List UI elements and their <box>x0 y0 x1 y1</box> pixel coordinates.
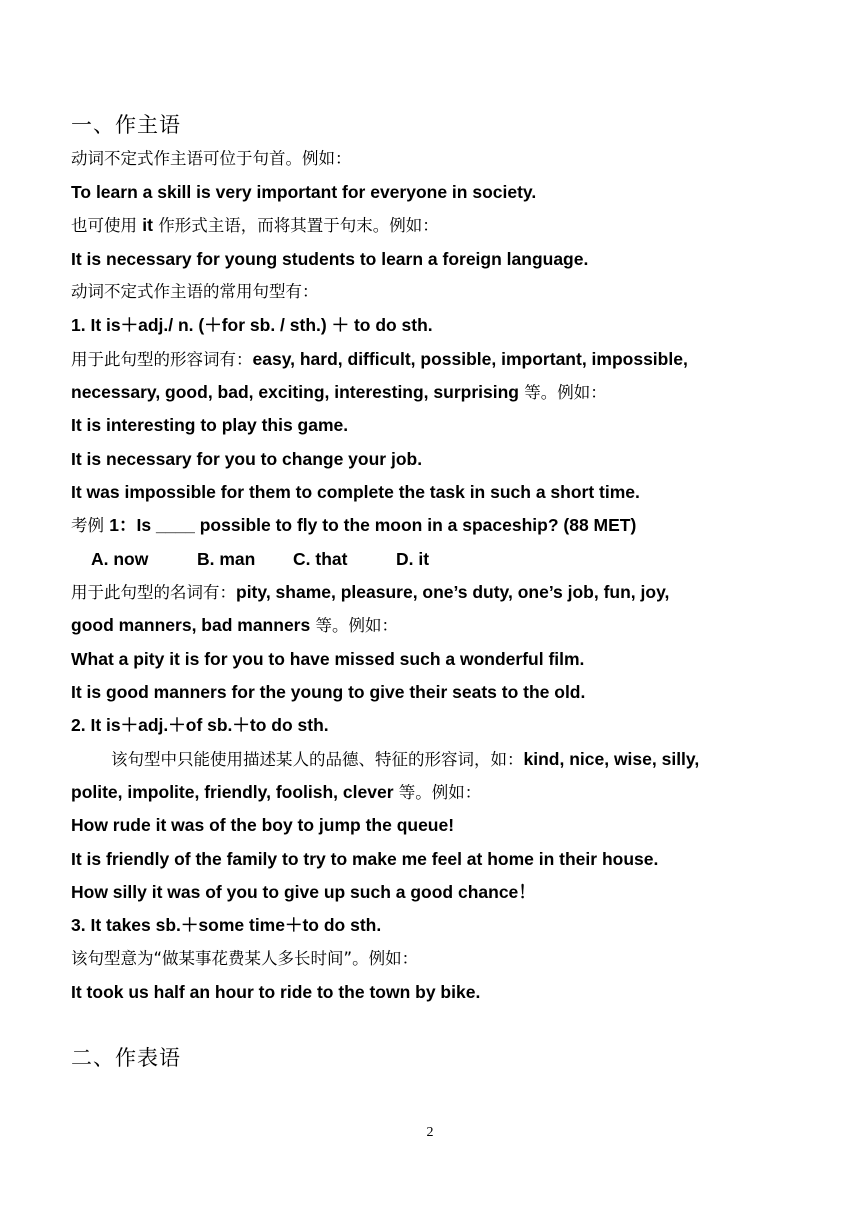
answer-options <box>91 547 429 571</box>
exam-question <box>71 513 636 538</box>
noun-list-line <box>71 580 669 605</box>
text-fragment: pity, shame, pleasure, one’s duty, one’s job, fun, joy, <box>236 582 670 602</box>
text-fragment: 考例 <box>71 516 110 535</box>
adjective-list-line <box>71 380 607 405</box>
example-sentence: How silly it was of you to give up such a good chance！ <box>71 882 536 902</box>
pattern-intro: 动词不定式作主语的常用句型有： <box>71 282 319 301</box>
section-heading-predicative: 二、作表语 <box>71 1046 181 1070</box>
text-fragment: 1：Is ____ possible to fly to the moon in a spaceship? (88 MET) <box>109 515 637 535</box>
example-sentence: It is necessary for you to change your job. <box>71 449 423 469</box>
formal-subject-line <box>71 213 439 238</box>
option-d: D. it <box>396 549 430 569</box>
text-fragment: good manners, bad manners <box>71 615 311 635</box>
text-fragment: it <box>142 215 153 235</box>
pattern-3-meaning: 该句型意为“做某事花费某人多长时间”。例如： <box>71 949 419 968</box>
text-fragment: polite, impolite, friendly, foolish, clever <box>71 782 394 802</box>
text-fragment: 等。例如： <box>393 783 482 802</box>
example-sentence: It is interesting to play this game. <box>71 415 349 435</box>
option-a: A. now <box>91 549 149 569</box>
example-sentence: What a pity it is for you to have missed such a wonderful film. <box>71 649 585 669</box>
text-fragment: 用于此句型的形容词有： <box>71 350 253 369</box>
pattern-1-heading: 1. It is＋adj./ n. (＋for sb. / sth.) ＋ to do sth. <box>71 315 433 335</box>
example-sentence: It took us half an hour to ride to the town by bike. <box>71 982 481 1002</box>
character-adjective-line <box>71 780 481 805</box>
page-number: 2 <box>426 1125 434 1140</box>
example-sentence: It is friendly of the family to try to make me feel at home in their house. <box>71 849 659 869</box>
text-fragment: 等。例如： <box>310 616 398 635</box>
example-sentence: It was impossible for them to complete the task in such a short time. <box>71 482 640 502</box>
text-fragment: 该句型中只能使用描述某人的品德、特征的形容词，如： <box>111 750 524 769</box>
text-fragment: 也可使用 <box>71 216 143 235</box>
noun-list-line <box>71 613 398 638</box>
option-c: C. that <box>293 549 348 569</box>
example-sentence: How rude it was of the boy to jump the queue! <box>71 815 455 835</box>
intro-line: 动词不定式作主语可位于句首。例如： <box>71 149 352 168</box>
character-adjective-line <box>111 747 699 772</box>
pattern-3-heading: 3. It takes sb.＋some time＋to do sth. <box>71 915 382 935</box>
option-b: B. man <box>197 549 256 569</box>
example-sentence: It is necessary for young students to learn a foreign language. <box>71 249 589 269</box>
text-fragment: necessary, good, bad, exciting, interesting, surprising <box>71 382 519 402</box>
text-fragment: kind, nice, wise, silly, <box>523 749 700 769</box>
text-fragment: 作形式主语，而将其置于句末。例如： <box>152 216 439 235</box>
text-fragment: easy, hard, difficult, possible, important, impossible, <box>252 349 688 369</box>
text-fragment: 等。例如： <box>518 383 607 402</box>
pattern-2-heading: 2. It is＋adj.＋of sb.＋to do sth. <box>71 715 329 735</box>
example-sentence: To learn a skill is very important for everyone in society. <box>71 182 537 202</box>
adjective-list-line <box>71 347 688 372</box>
example-sentence: It is good manners for the young to give their seats to the old. <box>71 682 586 702</box>
section-heading-subject: 一、作主语 <box>71 113 181 137</box>
text-fragment: 用于此句型的名词有： <box>71 583 236 602</box>
